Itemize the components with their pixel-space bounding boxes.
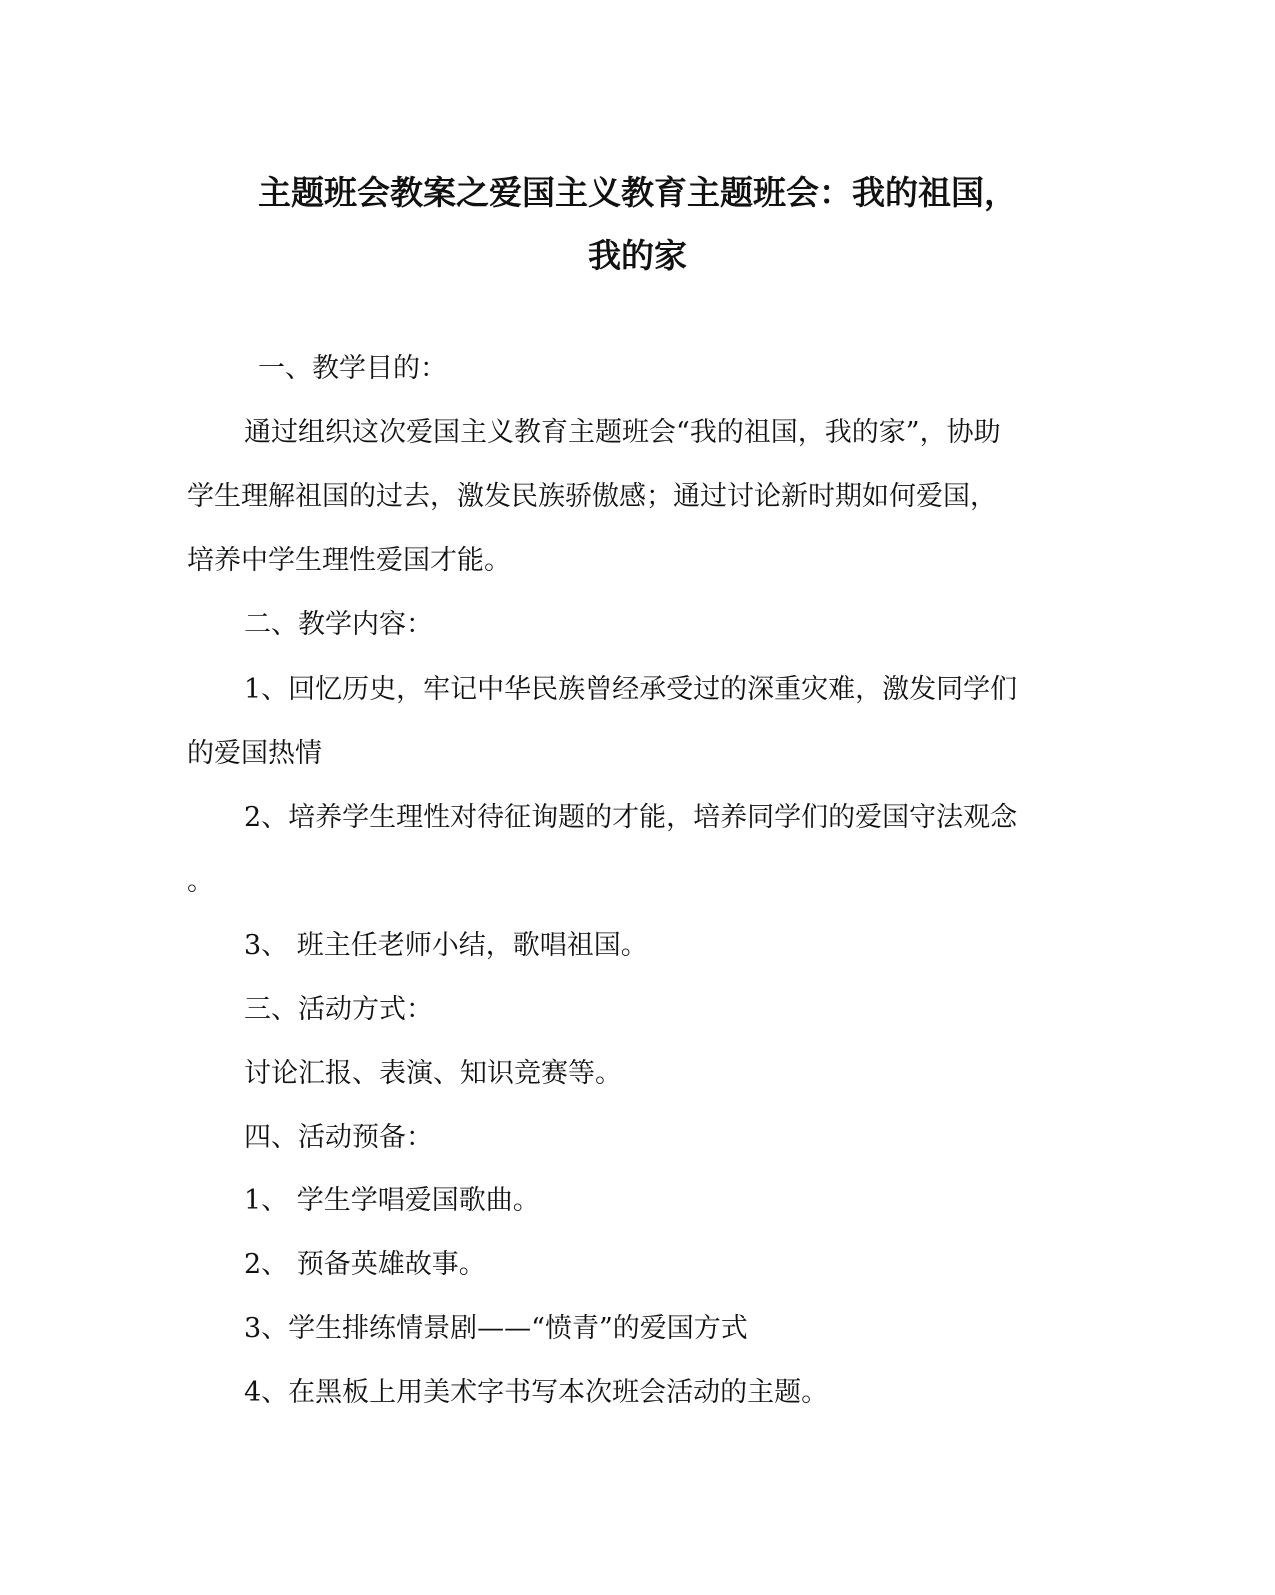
document-title-line-2: 我的家 [588,236,687,275]
list-item: 4、在黑板上用美术字书写本次班会活动的主题。 [244,1377,829,1408]
list-item-continuation: 的爱国热情 [187,738,322,769]
document-title-line-1: 主题班会教案之爱国主义教育主题班会：我的祖国， [258,173,1017,212]
paragraph-line: 培养中学生理性爱国才能。 [187,545,511,576]
list-item: 3、学生排练情景剧——“愤青”的爱国方式 [244,1313,748,1344]
list-item: 1、回忆历史，牢记中华民族曾经承受过的深重灾难，激发同学们 [244,674,1018,705]
list-item-continuation: 。 [187,866,214,897]
section-heading-activity-method: 三、活动方式： [244,994,433,1025]
paragraph-line: 学生理解祖国的过去，激发民族骄傲感；通过讨论新时期如何爱国， [187,481,997,512]
list-item: 3、 班主任老师小结，歌唱祖国。 [244,930,648,961]
list-item: 2、培养学生理性对待征询题的才能，培养同学们的爱国守法观念 [244,802,1018,833]
paragraph-line: 通过组织这次爱国主义教育主题班会“我的祖国，我的家”，协助 [244,417,1001,448]
section-heading-content: 二、教学内容： [244,609,433,640]
section-heading-objectives: 一、教学目的： [258,353,447,384]
list-item: 1、 学生学唱爱国歌曲。 [244,1185,540,1216]
paragraph-line: 讨论汇报、表演、知识竞赛等。 [244,1058,622,1089]
section-heading-preparation: 四、活动预备： [244,1122,433,1153]
list-item: 2、 预备英雄故事。 [244,1249,486,1280]
